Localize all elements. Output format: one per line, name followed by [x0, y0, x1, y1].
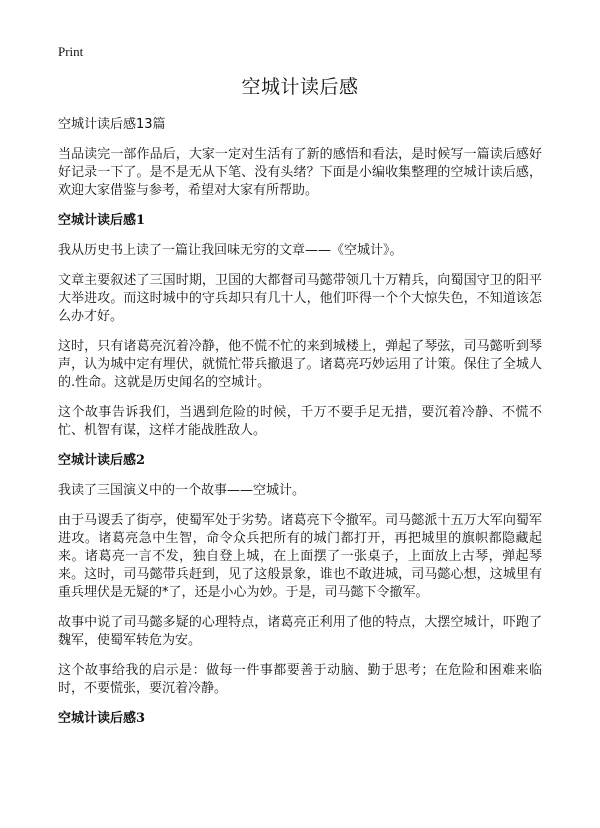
section-paragraph: 这个故事给我的启示是：做每一件事都要善于动脑、勤于思考；在危险和困难来临时，不要慌张，要沉着冷静。	[58, 663, 542, 696]
article-subtitle: 空城计读后感13篇	[58, 117, 166, 132]
section-paragraph: 我读了三国演义中的一个故事——空城计。	[58, 483, 306, 498]
page-title: 空城计读后感	[241, 76, 359, 98]
section-paragraph: 这时，只有诸葛亮沉着冷静，他不慌不忙的来到城楼上，弹起了琴弦，司马懿听到琴声，认为城中定有埋伏，就慌忙带兵撤退了。诸葛亮巧妙运用了计策。保住了全城人的.性命。这就是历史闻名的空城计。	[58, 339, 542, 390]
section-heading: 空城计读后感2	[58, 453, 146, 468]
section-paragraph: 文章主要叙述了三国时期，卫国的大都督司马懿带领几十万精兵，向蜀国守卫的阳平大举进攻。而这时城中的守兵却只有几十人，他们吓得一个个大惊失色，不知道该怎么办才好。	[58, 273, 542, 324]
section-heading: 空城计读后感3	[58, 711, 146, 726]
print-link[interactable]: Print	[58, 44, 84, 59]
section-paragraph: 这个故事告诉我们，当遇到危险的时候，千万不要手足无措，要沉着冷静、不慌不忙、机智有谋，这样才能战胜敌人。	[58, 405, 542, 438]
section-paragraph: 由于马谡丢了街亭，使蜀军处于劣势。诸葛亮下令撤军。司马懿派十五万大军向蜀军进攻。诸葛亮急中生智，命令众兵把所有的城门都打开，再把城里的旗帜都隐藏起来。诸葛亮一言不发，独自登上城，在上面摆了一张桌子，上面放上古琴，弹起琴来。这时，司马懿带兵赶到，见了这般景象，谁也不敢进城，司马懿心想，这城里有重兵埋伏是无疑的*了，还是小心为妙。于是，司马懿下令撤军。	[58, 513, 542, 600]
section-2	[58, 452, 542, 698]
section-heading: 空城计读后感1	[58, 213, 146, 228]
section-3	[58, 710, 542, 728]
intro-paragraph: 当品读完一部作品后，大家一定对生活有了新的感悟和看法，是时候写一篇读后感好好记录一下了。是不是无从下笔、没有头绪？下面是小编收集整理的空城计读后感，欢迎大家借鉴与参考，希望对大家有所帮助。	[58, 147, 542, 198]
section-paragraph: 我从历史书上读了一篇让我回味无穷的文章——《空城计》。	[58, 243, 403, 258]
section-paragraph: 故事中说了司马懿多疑的心理特点，诸葛亮正利用了他的特点，大摆空城计，吓跑了魏军，使蜀军转危为安。	[58, 615, 542, 648]
section-1	[58, 212, 542, 440]
